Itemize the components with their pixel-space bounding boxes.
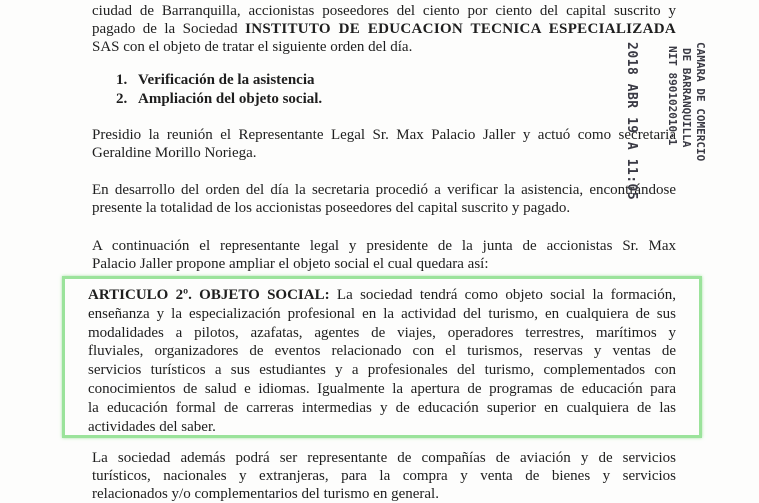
agenda-item [116, 71, 322, 90]
article-line-1 [88, 286, 676, 305]
intro-paragraph [92, 2, 676, 56]
stamp-chamber: CAMARA DE COMERCIO [694, 42, 707, 162]
presiding-line-2: Geraldine Morillo Noriega. [92, 145, 257, 161]
agenda-list [116, 71, 322, 109]
agenda-item-number: 2. [116, 91, 128, 107]
representation-line-1: La sociedad además podrá ser representante de compañías de aviación y de servicios [92, 450, 676, 466]
article-line-7: la educación formal de carreras intermedias y de educación superior en cualquiera de las [88, 399, 676, 416]
article-line-8: actividades del saber. [88, 418, 216, 435]
agenda-item-number: 1. [116, 72, 128, 88]
stamp-date: 2018 ABR 19 A 11:05 [624, 42, 639, 201]
intro-line-1: ciudad de Barranquilla, accionistas poseedores del ciento por ciento del capital suscrito y [92, 3, 676, 19]
article-line-2: enseñanza y la especialización profesional en la actividad del turismo, en cualquiera de sus [88, 305, 676, 322]
presiding-line-1: Presidio la reunión el Representante Legal Sr. Max Palacio Jaller y actuó como secretaria [92, 127, 676, 143]
intro-line-3: SAS con el objeto de tratar el siguiente orden del día. [92, 39, 413, 55]
stamp-nit: NIT 890102010-1 [666, 46, 679, 146]
company-name: INSTITUTO DE EDUCACION TECNICA ESPECIALIZADA [245, 21, 676, 37]
article-line-6: conocimientos de salud e idiomas. Igualmente la apertura de programas de educación para [88, 380, 676, 397]
article-line-4: fluviales, organizadores de eventos relacionado con el turismos, reservas y ventas de [88, 343, 676, 360]
article-line-3: modalidades a pilotos, azafatas, agentes de viajes, operadores terrestres, marítimos y [88, 324, 676, 341]
intro-line-2 [92, 20, 676, 38]
article-line-1-text: La sociedad tendrá como objeto social la formación, [329, 287, 676, 303]
agenda-item-label: Verificación de la asistencia [138, 72, 315, 88]
attendance-line-2: presente la totalidad de los accionistas poseedores del capital suscrito y pagado. [92, 200, 571, 216]
agenda-item [116, 90, 322, 109]
attendance-paragraph [92, 181, 676, 217]
proposal-line-2: Palacio Jaller propone ampliar el objeto social el cual quedara así: [92, 256, 489, 272]
article-text [88, 286, 676, 436]
stamp-city: DE BARRANQUILLA [680, 48, 693, 148]
representation-line-3: relacionados y/o complementarios del turismo en general. [92, 486, 439, 502]
agenda-item-label: Ampliación del objeto social. [138, 91, 323, 107]
intro-line-2-text: pagado de la Sociedad [92, 21, 246, 37]
attendance-line-1: En desarrollo del orden del día la secretaria procedió a verificar la asistencia, encontrándose [92, 182, 676, 198]
article-heading: ARTICULO 2º. OBJETO SOCIAL: [88, 287, 330, 303]
presiding-paragraph [92, 126, 676, 162]
article-line-5: servicios turísticos a sus estudiantes y a profesionales del turismo, complementados con [88, 362, 676, 379]
representation-line-2: turísticos, nacionales y extranjeras, para la compra y venta de bienes y servicios [92, 468, 676, 484]
proposal-line-1: A continuación el representante legal y presidente de la junta de accionistas Sr. Max [92, 238, 676, 254]
representation-paragraph [92, 449, 676, 503]
proposal-paragraph [92, 237, 676, 273]
